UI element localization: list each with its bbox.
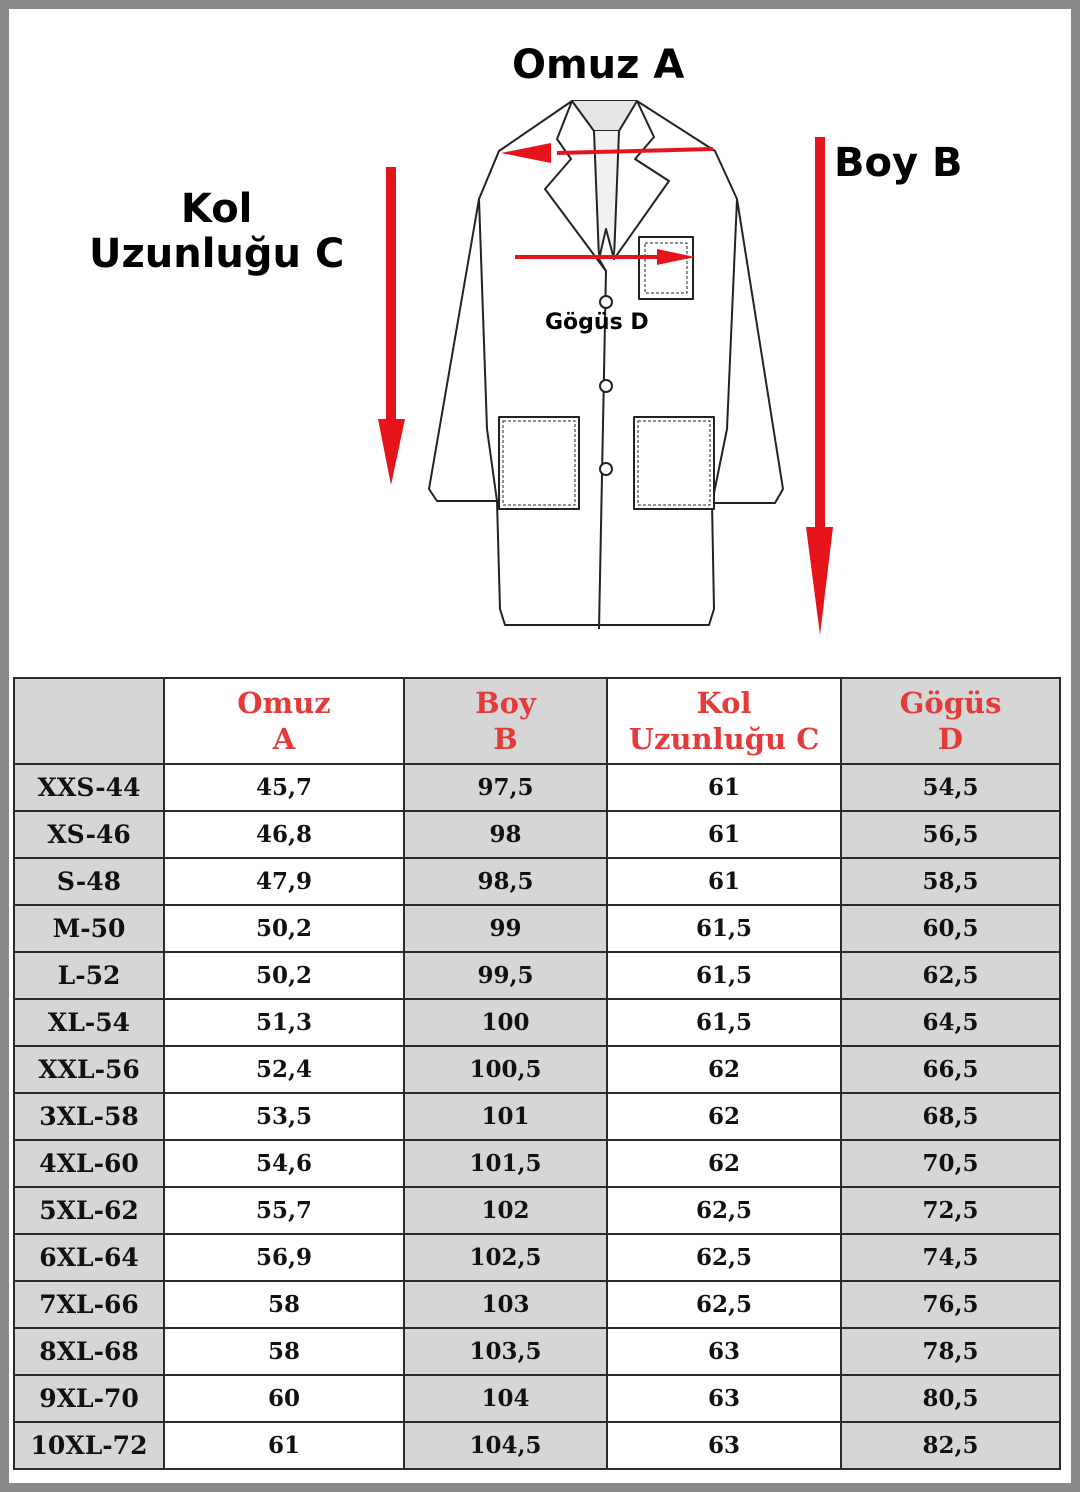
cell-chest: 74,5 xyxy=(841,1234,1060,1281)
cell-length: 97,5 xyxy=(404,764,607,811)
cell-length: 99,5 xyxy=(404,952,607,999)
cell-length: 98,5 xyxy=(404,858,607,905)
table-row xyxy=(14,1234,1060,1281)
cell-shoulder: 52,4 xyxy=(164,1046,404,1093)
header-text: Omuz xyxy=(237,685,331,720)
cell-size: 8XL-68 xyxy=(14,1328,164,1375)
cell-shoulder: 47,9 xyxy=(164,858,404,905)
table-row xyxy=(14,1328,1060,1375)
shoulder-label: Omuz A xyxy=(512,42,685,88)
cell-shoulder: 61 xyxy=(164,1422,404,1469)
cell-chest: 68,5 xyxy=(841,1093,1060,1140)
coat-drawing xyxy=(429,101,783,629)
cell-chest: 62,5 xyxy=(841,952,1060,999)
cell-length: 100 xyxy=(404,999,607,1046)
cell-size: 6XL-64 xyxy=(14,1234,164,1281)
cell-size: 5XL-62 xyxy=(14,1187,164,1234)
cell-size: S-48 xyxy=(14,858,164,905)
header-cell-blank xyxy=(14,678,164,764)
cell-sleeve: 62 xyxy=(607,1140,841,1187)
table-row xyxy=(14,811,1060,858)
cell-sleeve: 61,5 xyxy=(607,905,841,952)
cell-sleeve: 62 xyxy=(607,1093,841,1140)
size-table xyxy=(13,677,1061,1470)
cell-chest: 56,5 xyxy=(841,811,1060,858)
sleeve-label-line2: Uzunluğu C xyxy=(89,230,345,277)
cell-sleeve: 62,5 xyxy=(607,1187,841,1234)
cell-sleeve: 61,5 xyxy=(607,999,841,1046)
cell-length: 101 xyxy=(404,1093,607,1140)
cell-shoulder: 60 xyxy=(164,1375,404,1422)
cell-sleeve: 61 xyxy=(607,811,841,858)
header-cell-chest xyxy=(841,678,1060,764)
cell-shoulder: 46,8 xyxy=(164,811,404,858)
cell-size: M-50 xyxy=(14,905,164,952)
cell-length: 103 xyxy=(404,1281,607,1328)
table-row xyxy=(14,952,1060,999)
header-cell-length xyxy=(404,678,607,764)
cell-length: 98 xyxy=(404,811,607,858)
table-row xyxy=(14,1046,1060,1093)
cell-shoulder: 50,2 xyxy=(164,952,404,999)
cell-sleeve: 63 xyxy=(607,1422,841,1469)
cell-chest: 80,5 xyxy=(841,1375,1060,1422)
cell-size: XL-54 xyxy=(14,999,164,1046)
cell-chest: 70,5 xyxy=(841,1140,1060,1187)
cell-shoulder: 51,3 xyxy=(164,999,404,1046)
cell-length: 103,5 xyxy=(404,1328,607,1375)
cell-sleeve: 62,5 xyxy=(607,1234,841,1281)
table-row xyxy=(14,1375,1060,1422)
cell-size: XXL-56 xyxy=(14,1046,164,1093)
cell-length: 104 xyxy=(404,1375,607,1422)
cell-shoulder: 56,9 xyxy=(164,1234,404,1281)
cell-shoulder: 55,7 xyxy=(164,1187,404,1234)
cell-length: 101,5 xyxy=(404,1140,607,1187)
sleeve-label-line1: Kol xyxy=(180,186,253,232)
cell-shoulder: 54,6 xyxy=(164,1140,404,1187)
cell-chest: 60,5 xyxy=(841,905,1060,952)
cell-length: 102,5 xyxy=(404,1234,607,1281)
table-row xyxy=(14,999,1060,1046)
header-text: A xyxy=(272,722,296,756)
table-row xyxy=(14,1422,1060,1469)
cell-chest: 64,5 xyxy=(841,999,1060,1046)
header-text: Kol xyxy=(696,685,752,720)
cell-shoulder: 58 xyxy=(164,1328,404,1375)
page-frame xyxy=(9,9,1071,1483)
cell-length: 102 xyxy=(404,1187,607,1234)
cell-length: 104,5 xyxy=(404,1422,607,1469)
cell-chest: 82,5 xyxy=(841,1422,1060,1469)
table-row xyxy=(14,1281,1060,1328)
table-row xyxy=(14,858,1060,905)
table-row xyxy=(14,1140,1060,1187)
cell-shoulder: 45,7 xyxy=(164,764,404,811)
cell-sleeve: 61 xyxy=(607,858,841,905)
cell-size: 3XL-58 xyxy=(14,1093,164,1140)
coat-illustration xyxy=(9,9,1071,669)
cell-size: 9XL-70 xyxy=(14,1375,164,1422)
table-row xyxy=(14,764,1060,811)
cell-size: 10XL-72 xyxy=(14,1422,164,1469)
header-cell-sleeve xyxy=(607,678,841,764)
cell-length: 99 xyxy=(404,905,607,952)
header-cell-shoulder xyxy=(164,678,404,764)
cell-chest: 72,5 xyxy=(841,1187,1060,1234)
header-text: Uzunluğu C xyxy=(628,722,820,756)
length-label: Boy B xyxy=(834,140,963,186)
cell-chest: 78,5 xyxy=(841,1328,1060,1375)
cell-shoulder: 58 xyxy=(164,1281,404,1328)
cell-sleeve: 62,5 xyxy=(607,1281,841,1328)
cell-chest: 54,5 xyxy=(841,764,1060,811)
cell-chest: 58,5 xyxy=(841,858,1060,905)
cell-sleeve: 62 xyxy=(607,1046,841,1093)
cell-shoulder: 50,2 xyxy=(164,905,404,952)
cell-size: 7XL-66 xyxy=(14,1281,164,1328)
cell-size: XS-46 xyxy=(14,811,164,858)
cell-chest: 66,5 xyxy=(841,1046,1060,1093)
table-row xyxy=(14,905,1060,952)
header-text: D xyxy=(937,722,964,756)
table-row xyxy=(14,1187,1060,1234)
cell-size: XXS-44 xyxy=(14,764,164,811)
cell-sleeve: 61 xyxy=(607,764,841,811)
cell-size: L-52 xyxy=(14,952,164,999)
measurement-diagram xyxy=(9,9,1071,669)
sleeve-label xyxy=(89,187,344,277)
header-text: B xyxy=(493,722,518,756)
header-text: Gögüs xyxy=(899,685,1002,720)
cell-sleeve: 63 xyxy=(607,1328,841,1375)
cell-sleeve: 63 xyxy=(607,1375,841,1422)
header-text: Boy xyxy=(475,685,536,720)
cell-length: 100,5 xyxy=(404,1046,607,1093)
cell-size: 4XL-60 xyxy=(14,1140,164,1187)
cell-sleeve: 61,5 xyxy=(607,952,841,999)
header-row xyxy=(14,678,1060,764)
cell-chest: 76,5 xyxy=(841,1281,1060,1328)
cell-shoulder: 53,5 xyxy=(164,1093,404,1140)
table-row xyxy=(14,1093,1060,1140)
chest-label: Gögüs D xyxy=(545,310,649,335)
size-table-body xyxy=(14,764,1060,1469)
